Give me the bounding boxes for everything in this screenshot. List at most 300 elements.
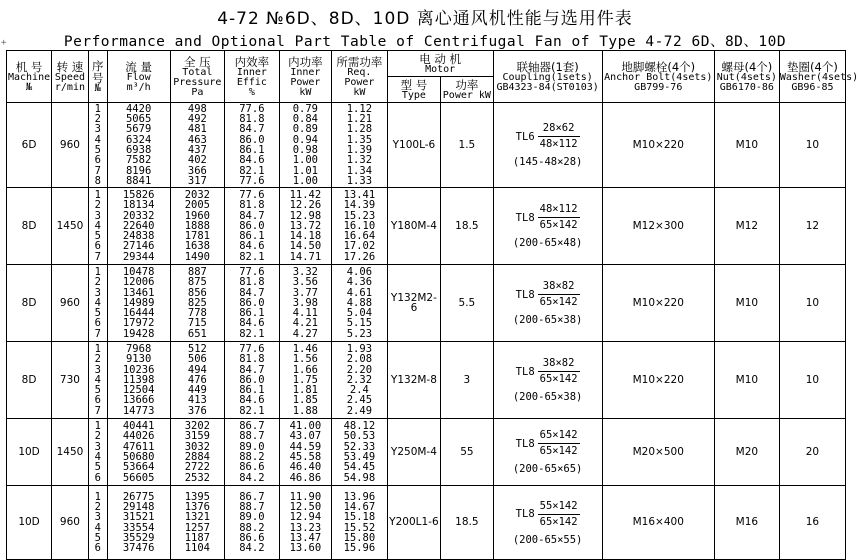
cell-value: 84.2 (239, 542, 265, 555)
req-power-cell (332, 342, 388, 419)
cell-value: 2722 (184, 461, 210, 474)
cell-value: 4.36 (346, 276, 373, 289)
coupling-range: (200-65×38) (512, 391, 583, 404)
cell-value: 17972 (122, 317, 155, 330)
nut-cell: M10 (714, 103, 779, 188)
cell-value: 41.00 (289, 420, 322, 433)
cell-value: 6 (94, 317, 101, 330)
motor-type-cell: Y132M-8 (387, 342, 440, 419)
cell-value: 15.80 (343, 531, 376, 544)
coupling-cell (493, 342, 602, 419)
flow-cell (107, 342, 170, 419)
cell-value: 52.33 (343, 440, 376, 453)
cell-value: 6938 (125, 144, 152, 156)
header-motor-type: 型 号 Type (387, 77, 440, 103)
cell-value: 2.4 (349, 384, 369, 397)
cell-value: 12504 (122, 384, 155, 397)
cell-value: 31521 (122, 511, 155, 524)
cell-value: 1187 (184, 531, 210, 544)
nut-cell: M12 (714, 188, 779, 265)
cell-value: 4 (94, 296, 101, 309)
coupling-numerator: 38×82 (538, 357, 580, 372)
flow-cell (107, 188, 170, 265)
cell-value: 5679 (125, 123, 152, 136)
cell-value: 1.56 (292, 353, 319, 366)
cell-value: 13.96 (343, 490, 376, 503)
cell-value: 13.72 (289, 219, 322, 232)
cell-value: 6 (94, 240, 101, 253)
coupling-fraction (538, 122, 580, 151)
req-power-cell (332, 486, 388, 560)
cell-value: 1.75 (292, 373, 319, 386)
coupling-numerator: 65×142 (538, 429, 580, 444)
cell-value: 4 (94, 451, 101, 463)
cell-value: 86.0 (239, 133, 265, 146)
cell-value: 2 (94, 199, 101, 212)
motor-power-cell: 18.5 (441, 486, 493, 560)
cell-value: 19428 (122, 327, 155, 340)
washer-cell: 10 (779, 342, 845, 419)
motor-power-cell: 18.5 (441, 188, 493, 265)
cell-value: 1.00 (292, 154, 319, 167)
cell-value: 13.60 (289, 542, 322, 555)
cell-value: 54.98 (343, 471, 376, 484)
cell-value: 3.98 (292, 296, 319, 309)
cell-value: 498 (187, 102, 207, 115)
cell-value: 8 (94, 174, 101, 187)
anchor-bolt-cell: M16×400 (602, 486, 714, 560)
cell-value: 2005 (184, 199, 210, 212)
header-anchor-bolt: 地脚螺栓(4个) Anchor Bolt(4sets) GB799-76 (602, 51, 714, 103)
header-efficiency: 内效率 Inner Effic % (225, 51, 280, 103)
cell-value: 0.94 (292, 133, 319, 146)
efficiency-cell (225, 419, 280, 486)
cell-value: 10236 (122, 363, 155, 376)
flow-cell (107, 103, 170, 188)
header-machine: 机 号 Machine № (7, 51, 52, 103)
cell-value: 1960 (184, 209, 210, 222)
cell-value: 1.85 (292, 394, 319, 407)
cell-value: 13.23 (289, 521, 322, 534)
efficiency-cell (225, 342, 280, 419)
cell-value: 77.6 (239, 342, 265, 355)
washer-cell: 12 (779, 188, 845, 265)
cell-value: 4.06 (346, 265, 373, 278)
coupling-cell (493, 486, 602, 560)
cell-value: 33554 (122, 521, 155, 534)
cell-value: 89.0 (239, 511, 265, 524)
pressure-cell (170, 486, 225, 560)
cell-value: 24838 (122, 230, 155, 243)
cell-value: 46.40 (289, 461, 322, 474)
cell-value: 715 (187, 317, 207, 330)
anchor-bolt-cell: M10×220 (602, 342, 714, 419)
motor-power-cell: 1.5 (441, 103, 493, 188)
cell-value: 18134 (122, 199, 155, 212)
cell-value: 17.02 (343, 240, 376, 253)
cell-value: 2.32 (346, 373, 373, 386)
coupling-fraction (538, 357, 580, 386)
cell-value: 1376 (184, 500, 210, 513)
cell-value: 44.59 (289, 440, 322, 453)
cell-value: 1.12 (346, 102, 373, 115)
cell-value: 86.6 (239, 461, 265, 474)
washer-cell: 10 (779, 265, 845, 342)
cell-value: 1.46 (292, 342, 319, 355)
coupling-denominator: 65×142 (539, 445, 578, 458)
cell-value: 3 (94, 209, 101, 222)
cell-value: 825 (187, 296, 207, 309)
coupling-model: TL8 (515, 437, 535, 450)
cell-value: 2.08 (346, 353, 373, 366)
cell-value: 0.98 (292, 144, 319, 156)
washer-cell: 20 (779, 419, 845, 486)
cell-value: 86.7 (239, 420, 265, 433)
cell-value: 2 (94, 500, 101, 513)
seq-cell (88, 103, 107, 188)
speed-cell: 960 (52, 265, 89, 342)
cell-value: 16.10 (343, 219, 376, 232)
cell-value: 4 (94, 219, 101, 232)
coupling-range: (200-65×55) (512, 533, 583, 546)
cell-value: 16.64 (343, 230, 376, 243)
cell-value: 1257 (184, 521, 210, 534)
speed-cell: 730 (52, 342, 89, 419)
req-power-cell (332, 103, 388, 188)
cell-value: 29344 (122, 250, 155, 263)
cell-value: 481 (187, 123, 207, 136)
coupling-fraction (538, 203, 580, 232)
pressure-cell (170, 103, 225, 188)
cell-value: 84.6 (239, 394, 265, 407)
cell-value: 11.42 (289, 188, 322, 201)
cell-value: 5.04 (346, 307, 373, 320)
cell-value: 5 (94, 384, 101, 397)
cell-value: 1395 (184, 490, 210, 503)
header-seq: 序 号 № (88, 51, 107, 103)
cell-value: 14.18 (289, 230, 322, 243)
efficiency-cell (225, 103, 280, 188)
cell-value: 5 (94, 230, 101, 243)
cell-value: 1104 (184, 542, 210, 555)
cell-value: 54.45 (343, 461, 376, 474)
cell-value: 84.7 (239, 363, 265, 376)
nut-cell: M10 (714, 342, 779, 419)
motor-power-cell: 3 (441, 342, 493, 419)
header-speed: 转 速 Speed r/min (52, 51, 89, 103)
cell-value: 84.7 (239, 286, 265, 299)
cell-value: 651 (187, 327, 207, 340)
cell-value: 6 (94, 471, 101, 484)
cell-value: 4.27 (292, 327, 319, 340)
cell-value: 84.6 (239, 317, 265, 330)
cell-value: 2 (94, 113, 101, 126)
cell-value: 4 (94, 133, 101, 146)
cell-value: 53.49 (343, 451, 376, 463)
inner-power-cell (279, 486, 331, 560)
cell-value: 84.7 (239, 123, 265, 136)
cell-value: 15.18 (343, 511, 376, 524)
cell-value: 12.26 (289, 199, 322, 212)
cell-value: 13.47 (289, 531, 322, 544)
cell-value: 3032 (184, 440, 210, 453)
header-motor-power: 功率 Power kW (441, 77, 493, 103)
cell-value: 14773 (122, 404, 155, 417)
cell-value: 3 (94, 123, 101, 136)
cell-value: 1.93 (346, 342, 373, 355)
coupling-range: (200-65×65) (512, 463, 583, 476)
efficiency-cell (225, 486, 280, 560)
cell-value: 53664 (122, 461, 155, 474)
cell-value: 86.1 (239, 144, 265, 156)
cell-value: 14.71 (289, 250, 322, 263)
cell-value: 86.0 (239, 373, 265, 386)
machine-cell: 8D (7, 342, 52, 419)
cell-value: 2.20 (346, 363, 373, 376)
cell-value: 12.98 (289, 209, 322, 222)
cell-value: 89.0 (239, 440, 265, 453)
table-row (7, 486, 846, 560)
machine-cell: 8D (7, 188, 52, 265)
cell-value: 88.7 (239, 430, 265, 443)
cell-value: 15.23 (343, 209, 376, 222)
cell-value: 1 (94, 188, 101, 201)
cell-value: 77.6 (239, 188, 265, 201)
cell-value: 1781 (184, 230, 210, 243)
flow-cell (107, 486, 170, 560)
cell-value: 5 (94, 144, 101, 156)
req-power-cell (332, 419, 388, 486)
cell-value: 366 (187, 164, 207, 177)
cell-value: 856 (187, 286, 207, 299)
coupling-fraction (538, 500, 580, 529)
cell-value: 5 (94, 531, 101, 544)
cell-value: 15.96 (343, 542, 376, 555)
inner-power-cell (279, 342, 331, 419)
cell-value: 1.32 (346, 154, 373, 167)
header-req-power: 所需功率 Req. Power kW (332, 51, 388, 103)
cell-value: 5.15 (346, 317, 373, 330)
cell-value: 5 (94, 307, 101, 320)
cell-value: 2 (94, 276, 101, 289)
inner-power-cell (279, 188, 331, 265)
cell-value: 4420 (125, 102, 152, 115)
cell-value: 10478 (122, 265, 155, 278)
cell-value: 7968 (125, 342, 152, 355)
coupling-numerator: 48×112 (538, 203, 580, 218)
speed-cell: 1450 (52, 188, 89, 265)
anchor-bolt-cell: M20×500 (602, 419, 714, 486)
motor-type-cell: Y100L-6 (387, 103, 440, 188)
inner-power-cell (279, 419, 331, 486)
cell-value: 84.6 (239, 240, 265, 253)
seq-cell (88, 486, 107, 560)
speed-cell: 960 (52, 486, 89, 560)
cell-value: 5065 (125, 113, 152, 126)
cell-value: 82.1 (239, 327, 265, 340)
table-row (7, 103, 846, 188)
pressure-cell (170, 188, 225, 265)
cell-value: 86.0 (239, 219, 265, 232)
cell-value: 88.2 (239, 521, 265, 534)
cell-value: 778 (187, 307, 207, 320)
cell-value: 81.8 (239, 276, 265, 289)
coupling-cell (493, 265, 602, 342)
cell-value: 45.58 (289, 451, 322, 463)
flow-cell (107, 419, 170, 486)
cell-value: 13.41 (343, 188, 376, 201)
table-row (7, 419, 846, 486)
cell-value: 14.50 (289, 240, 322, 253)
cell-value: 3202 (184, 420, 210, 433)
cell-value: 2.49 (346, 404, 373, 417)
cell-value: 1.35 (346, 133, 373, 146)
cell-value: 13461 (122, 286, 155, 299)
cell-value: 29148 (122, 500, 155, 513)
motor-type-cell: Y180M-4 (387, 188, 440, 265)
inner-power-cell (279, 265, 331, 342)
cell-value: 4 (94, 373, 101, 386)
cell-value: 48.12 (343, 420, 376, 433)
cell-value: 86.7 (239, 490, 265, 503)
header-motor: 电 动 机 Motor (387, 51, 493, 77)
cell-value: 3.32 (292, 265, 319, 278)
cell-value: 6 (94, 542, 101, 555)
cell-value: 875 (187, 276, 207, 289)
motor-power-cell: 5.5 (441, 265, 493, 342)
cell-value: 1.28 (346, 123, 373, 136)
motor-power-cell: 55 (441, 419, 493, 486)
nut-cell: M20 (714, 419, 779, 486)
cell-value: 2 (94, 430, 101, 443)
speed-cell: 960 (52, 103, 89, 188)
coupling-denominator: 65×142 (539, 373, 578, 386)
cell-value: 1.39 (346, 144, 373, 156)
cell-value: 0.79 (292, 102, 319, 115)
cell-value: 5 (94, 461, 101, 474)
cell-value: 86.1 (239, 307, 265, 320)
coupling-fraction (538, 280, 580, 309)
seq-cell (88, 419, 107, 486)
coupling-model: TL6 (515, 130, 535, 143)
cell-value: 449 (187, 384, 207, 397)
cell-value: 1.81 (292, 384, 319, 397)
cell-value: 2884 (184, 451, 210, 463)
cell-value: 43.07 (289, 430, 322, 443)
header-washer: 垫圈(4个) Washer(4sets) GB96-85 (779, 51, 845, 103)
cell-value: 17.26 (343, 250, 376, 263)
cell-value: 1638 (184, 240, 210, 253)
cell-value: 35529 (122, 531, 155, 544)
cell-value: 6 (94, 154, 101, 167)
cell-value: 1.21 (346, 113, 373, 126)
cell-value: 81.8 (239, 113, 265, 126)
cell-value: 84.6 (239, 154, 265, 167)
coupling-range: (200-65×48) (512, 237, 583, 250)
cell-value: 413 (187, 394, 207, 407)
coupling-cell (493, 188, 602, 265)
seq-cell (88, 342, 107, 419)
cell-value: 1 (94, 490, 101, 503)
cell-value: 3 (94, 440, 101, 453)
cell-value: 506 (187, 353, 207, 366)
cell-value: 7582 (125, 154, 152, 167)
coupling-denominator: 48×112 (539, 138, 578, 151)
cell-value: 0.84 (292, 113, 319, 126)
cell-value: 86.6 (239, 531, 265, 544)
cell-value: 494 (187, 363, 207, 376)
flow-cell (107, 265, 170, 342)
cell-value: 2032 (184, 188, 210, 201)
cell-value: 84.2 (239, 471, 265, 484)
cell-value: 2532 (184, 471, 210, 484)
table-row (7, 342, 846, 419)
cell-value: 6324 (125, 133, 152, 146)
coupling-fraction (538, 429, 580, 458)
cell-value: 1321 (184, 511, 210, 524)
coupling-model: TL8 (515, 508, 535, 521)
cell-value: 44026 (122, 430, 155, 443)
cell-value: 1.88 (292, 404, 319, 417)
cell-value: 77.6 (239, 102, 265, 115)
header-coupling: 联轴器(1套) Coupling(1sets) GB4323-84(ST0103) (493, 51, 602, 103)
cell-value: 50.53 (343, 430, 376, 443)
cell-value: 88.7 (239, 500, 265, 513)
coupling-cell (493, 103, 602, 188)
cell-value: 1888 (184, 219, 210, 232)
cell-value: 84.7 (239, 209, 265, 222)
cell-value: 15.52 (343, 521, 376, 534)
req-power-cell (332, 188, 388, 265)
cell-value: 7 (94, 327, 101, 340)
cell-value: 4.61 (346, 286, 373, 299)
header-pressure: 全 压 Total Pressure Pa (170, 51, 225, 103)
washer-cell: 16 (779, 486, 845, 560)
cell-value: 81.8 (239, 353, 265, 366)
req-power-cell (332, 265, 388, 342)
cell-value: 5.23 (346, 327, 373, 340)
cell-value: 492 (187, 113, 207, 126)
coupling-denominator: 65×142 (539, 515, 578, 528)
table-body (7, 103, 846, 560)
coupling-numerator: 55×142 (538, 500, 580, 515)
performance-table (6, 50, 858, 560)
cell-value: 1.33 (346, 174, 373, 187)
cell-value: 77.6 (239, 174, 265, 187)
anchor-bolt-cell: M10×220 (602, 265, 714, 342)
cell-value: 1 (94, 265, 101, 278)
cell-value: 7 (94, 250, 101, 263)
cell-value: 13666 (122, 394, 155, 407)
pressure-cell (170, 419, 225, 486)
cell-value: 0.89 (292, 123, 319, 136)
nut-cell: M10 (714, 265, 779, 342)
cell-value: 37476 (122, 542, 155, 555)
washer-cell: 10 (779, 103, 845, 188)
cell-value: 7 (94, 404, 101, 417)
cell-value: 4.11 (292, 307, 319, 320)
cell-value: 27146 (122, 240, 155, 253)
page-title: 4-72 №6D、8D、10D 离心通风机性能与选用件表 (217, 9, 633, 29)
cell-value: 2.45 (346, 394, 373, 407)
cell-value: 12006 (122, 276, 155, 289)
cell-value: 16444 (122, 307, 155, 320)
machine-cell: 8D (7, 265, 52, 342)
cell-value: 88.2 (239, 451, 265, 463)
cell-value: 3.77 (292, 286, 319, 299)
motor-type-cell: Y132M2-6 (387, 265, 440, 342)
cell-value: 86.1 (239, 384, 265, 397)
